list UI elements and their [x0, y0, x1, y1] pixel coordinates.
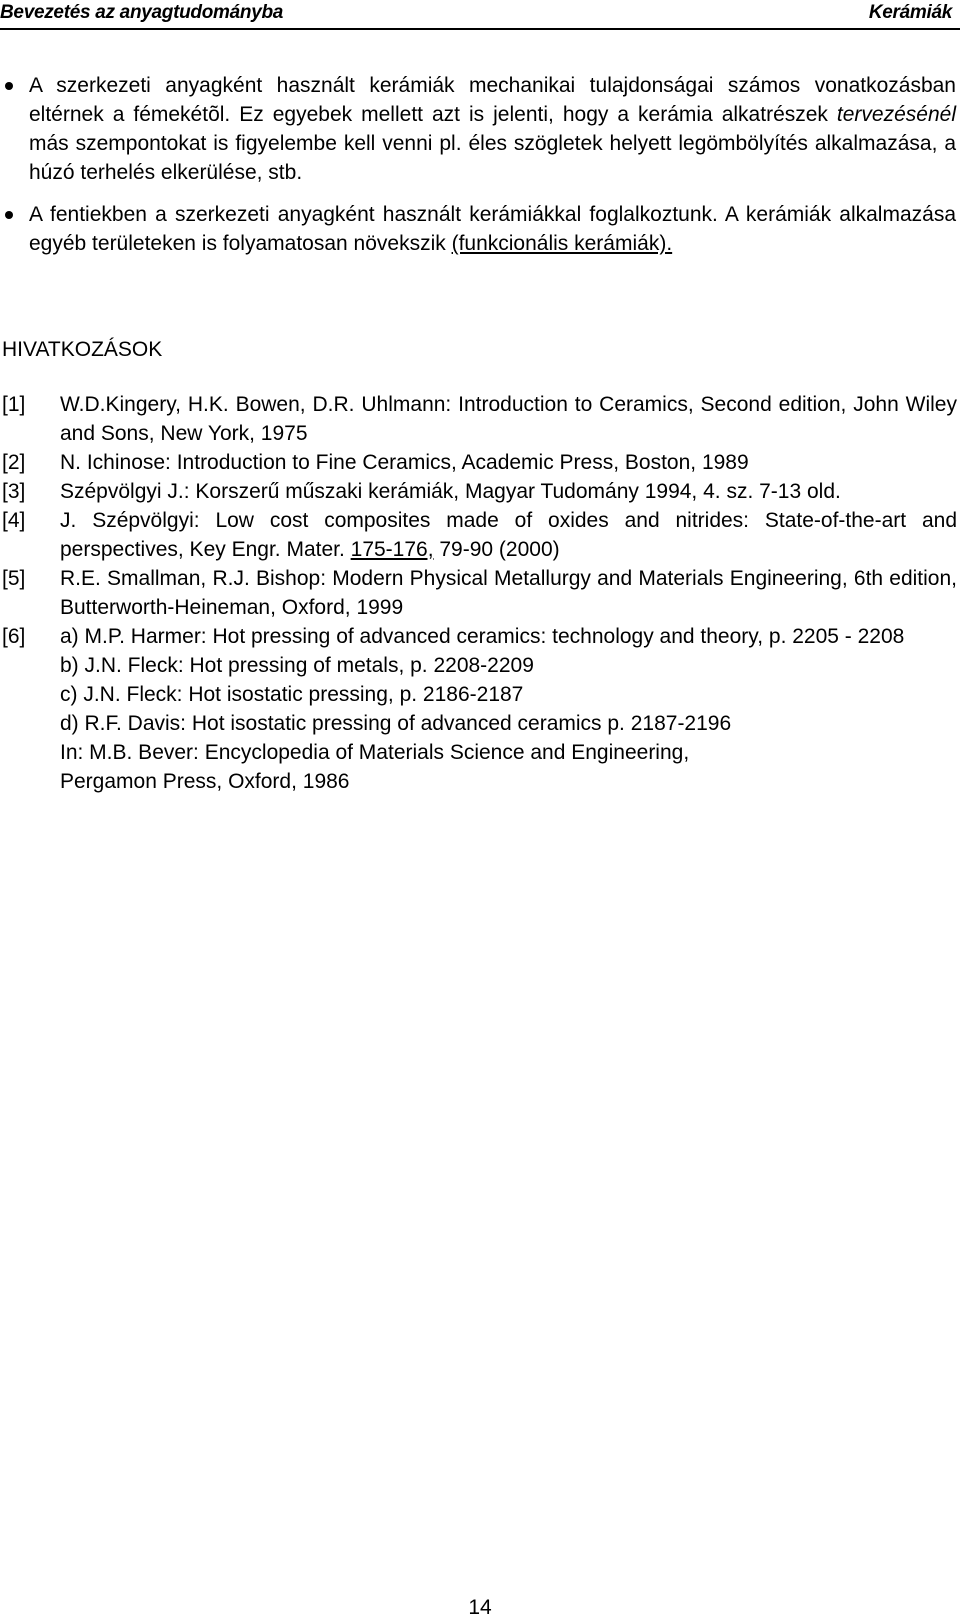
reference-number: [5] [2, 567, 26, 590]
bullet-underlined-text: (funkcionális kerámiák). [451, 232, 673, 255]
reference-subitem: b) J.N. Fleck: Hot pressing of metals, p. 2208-2209 [60, 654, 534, 677]
bullet-item [29, 200, 956, 258]
reference-list [0, 390, 960, 796]
header-chapter-title: Kerámiák [868, 2, 952, 23]
reference-text: N. Ichinose: Introduction to Fine Ceramics, Academic Press, Boston, 1989 [60, 451, 749, 474]
reference-subitem: Pergamon Press, Oxford, 1986 [60, 770, 350, 793]
bullet-list [0, 71, 960, 258]
bullet-item [29, 71, 956, 187]
reference-number: [3] [2, 480, 26, 503]
reference-subitem: a) M.P. Harmer: Hot pressing of advanced ceramics: technology and theory, p. 2205 - 2208 [60, 625, 905, 648]
bullet-text: A fentiekben a szerkezeti anyagként használt kerámiákkal foglalkoztunk. A kerámiák alkalmazása egyéb területeken is folyamatosan növekszik [29, 203, 956, 255]
reference-number: [1] [2, 393, 26, 416]
reference-text-part: J. Szépvölgyi: Low cost composites made of oxides and nitrides: State-of-the-art and perspectives, Key Engr. Mater. [60, 509, 957, 561]
bullet-dot-icon [5, 82, 13, 90]
reference-number: [4] [2, 509, 26, 532]
reference-number: [6] [2, 625, 26, 648]
reference-volume: 175-176, [350, 538, 434, 561]
reference-subitem: d) R.F. Davis: Hot isostatic pressing of advanced ceramics p. 2187-2196 [60, 712, 732, 735]
reference-number: [2] [2, 451, 26, 474]
section-title: HIVATKOZÁSOK [2, 338, 163, 361]
reference-text [60, 506, 957, 564]
bullet-italic-text: tervezésénél [836, 103, 956, 126]
page-number: 14 [468, 1596, 492, 1619]
reference-subitem: In: M.B. Bever: Encyclopedia of Materials Science and Engineering, [60, 741, 690, 764]
header-book-title: Bevezetés az anyagtudományba [0, 2, 284, 23]
bullet-text: más szempontokat is figyelembe kell venni pl. éles szögletek helyett legömbölyítés alkalmazása, a húzó terhelés elkerülése, stb. [29, 132, 956, 184]
reference-item [0, 622, 960, 796]
bullet-text: A szerkezeti anyagként használt kerámiák mechanikai tulajdonságai számos vonatkozásban eltérnek a fémekétõl. Ez egyebek mellett azt is jelenti, hogy a kerámia alkatrészek [29, 74, 956, 126]
reference-item [0, 477, 960, 506]
reference-text: Szépvölgyi J.: Korszerű műszaki kerámiák, Magyar Tudomány 1994, 4. sz. 7-13 old. [60, 480, 841, 503]
reference-text-part: 79-90 (2000) [433, 538, 560, 561]
reference-subitem: c) J.N. Fleck: Hot isostatic pressing, p. 2186-2187 [60, 683, 524, 706]
reference-text [60, 622, 957, 796]
reference-text: R.E. Smallman, R.J. Bishop: Modern Physical Metallurgy and Materials Engineering, 6th edition, Butterworth-Heineman, Oxford, 1999 [60, 567, 957, 619]
page-header [0, 0, 960, 30]
reference-item [0, 564, 960, 622]
reference-item [0, 390, 960, 448]
bullet-dot-icon [5, 211, 13, 219]
reference-item [0, 506, 960, 564]
reference-item [0, 448, 960, 477]
reference-text: W.D.Kingery, H.K. Bowen, D.R. Uhlmann: Introduction to Ceramics, Second edition, John Wiley and Sons, New York, 1975 [60, 393, 957, 445]
